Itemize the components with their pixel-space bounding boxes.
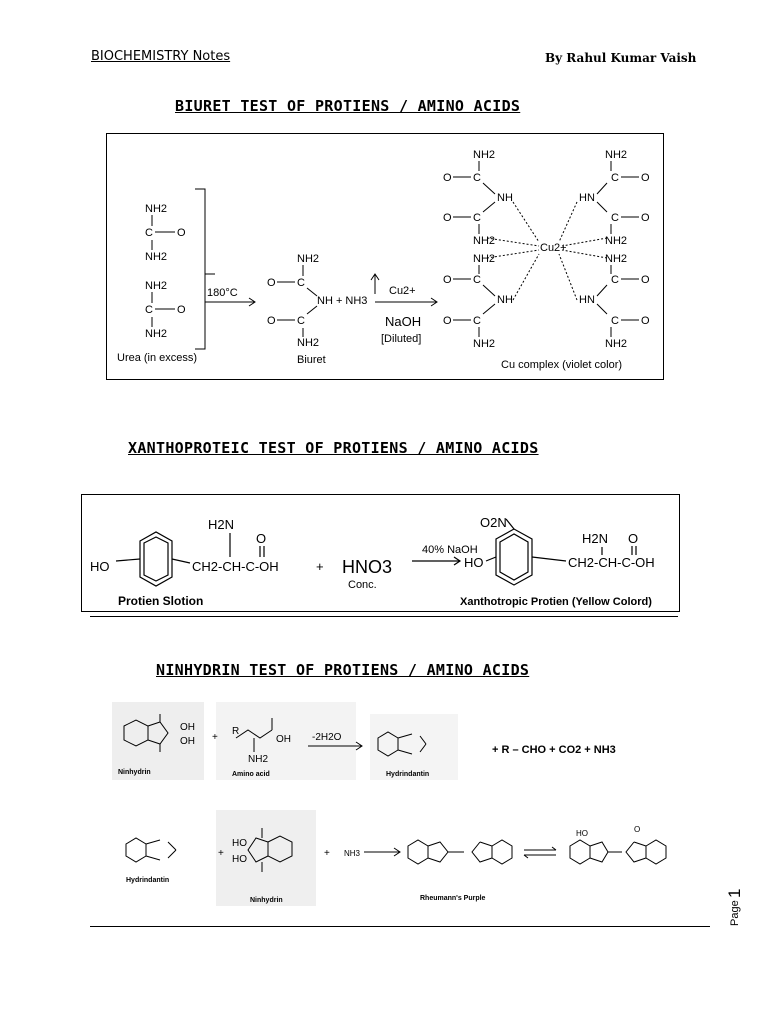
plus-sign: + [316,559,324,574]
h2n-left: H2N [208,517,235,532]
cx-l-nh2-1: NH2 [473,149,496,161]
cx-l-c-4: C [473,315,481,327]
nin-oh-2: OH [180,736,195,747]
biuret-o-top: O [267,277,276,289]
minus-h2o: -2H2O [312,732,342,743]
r-label: R [232,726,240,737]
biuret-c-bot: C [297,315,305,327]
biuret-nh2-bot: NH2 [297,337,320,349]
biuret-label: Biuret [297,354,326,366]
cx-l-nh2-4: NH2 [473,338,496,350]
ho-right: HO [464,555,484,570]
cx-l-o-3: O [443,274,452,286]
biuret-title: BIURET TEST OF PROTIENS / AMINO ACIDS [175,97,521,115]
cx-r-c-1: C [611,172,619,184]
page-digit: 1 [725,888,744,898]
cx-l-o-4: O [443,315,452,327]
nin-oh-1: OH [180,722,195,733]
nin2-ho-2: HO [232,854,247,865]
biuret-nh-plus: NH + NH3 [317,295,368,307]
product-label: Xanthotropic Protien (Yellow Colord) [460,596,652,608]
cx-l-o-2: O [443,212,452,224]
biuret-nh2-top: NH2 [297,253,320,265]
urea1-nh2-bot: NH2 [145,251,168,263]
amino-acid-label: Amino acid [232,771,270,778]
ninhydrin2-img-bg [216,810,316,906]
cx-r-hn-2: HN [579,294,595,306]
complex-label: Cu complex (violet color) [501,359,623,371]
o-minus: O [634,825,641,834]
ho-final: HO [576,829,588,838]
h2n-right: H2N [582,531,609,546]
cx-r-o-3: O [641,274,650,286]
nin2-ho-1: HO [232,838,247,849]
cx-l-c-3: C [473,274,481,286]
cx-r-c-2: C [611,212,619,224]
cx-l-c-2: C [473,212,481,224]
naoh-label-x: 40% NaOH [422,544,478,556]
xantho-diagram-box [81,494,680,612]
cx-r-nh2-3: NH2 [605,253,628,265]
naoh-label: NaOH [385,314,422,329]
ninhydrin-label-2: Ninhydrin [250,897,283,904]
diluted-label: [Diluted] [381,333,422,345]
aa-oh: OH [276,734,291,745]
xantho-title: XANTHOPROTEIC TEST OF PROTIENS / AMINO ACIDS [128,439,539,457]
section-divider-2 [90,926,710,927]
cx-r-o-4: O [641,315,650,327]
ninhydrin-title: NINHYDRIN TEST OF PROTIENS / AMINO ACIDS [156,661,530,679]
page-number [716,880,746,930]
temp-label: 180°C [207,287,238,299]
urea2-nh2-bot: NH2 [145,328,168,340]
xantho-reaction-diagram [82,495,679,611]
cx-l-nh-1: NH [497,192,513,204]
cx-l-o-1: O [443,172,452,184]
biuret-o-bot: O [267,315,276,327]
cx-cu-center: Cu2+ [540,242,567,254]
chain-right: CH2-CH-C-OH [568,555,655,570]
plus-3: + [218,848,224,859]
cu-label: Cu2+ [389,285,416,297]
biuret-c-top: C [297,277,305,289]
cx-r-nh2-2: NH2 [605,235,628,247]
side-products: + R – CHO + CO2 + NH3 [492,744,616,756]
cx-l-nh-2: NH [497,294,513,306]
ninhydrin-label-1: Ninhydrin [118,769,151,776]
author: By Rahul Kumar Vaish [545,51,697,65]
urea-label: Urea (in excess) [117,352,198,364]
o-right: O [628,531,639,546]
cx-r-c-3: C [611,274,619,286]
chain-left: CH2-CH-C-OH [192,559,279,574]
urea1-nh2-top: NH2 [145,203,168,215]
urea2-o: O [177,304,186,316]
hno3: HNO3 [342,557,393,577]
urea1-c: C [145,227,153,239]
cx-r-o-2: O [641,212,650,224]
cx-r-nh2-1: NH2 [605,149,628,161]
cx-r-nh2-4: NH2 [605,338,628,350]
solution-label: Protien Slotion [118,594,204,608]
urea1-o: O [177,227,186,239]
urea2-nh2-top: NH2 [145,280,168,292]
section-divider-1 [90,616,678,617]
conc-label: Conc. [348,579,377,591]
hydrindantin-label-2: Hydrindantin [126,877,170,884]
hydrindantin-label-1: Hydrindantin [386,771,430,778]
notes-title: BIOCHEMISTRY Notes [91,49,231,64]
page-word: Page [729,900,741,926]
plus-1: + [212,732,218,743]
plus-2: + [324,848,330,859]
ninhydrin-reaction-diagram [108,700,668,912]
cx-r-c-4: C [611,315,619,327]
urea2-c: C [145,304,153,316]
aa-nh2: NH2 [248,754,269,765]
cx-l-c-1: C [473,172,481,184]
biuret-diagram-box [106,133,664,380]
cx-r-o-1: O [641,172,650,184]
cx-l-nh2-3: NH2 [473,253,496,265]
ho-left: HO [90,559,110,574]
cx-l-nh2-2: NH2 [473,235,496,247]
cx-r-hn-1: HN [579,192,595,204]
nh3-row2: NH3 [344,849,361,858]
biuret-reaction-diagram [107,134,663,379]
o2n: O2N [480,515,507,530]
purple-label: Rheumann's Purple [420,895,486,902]
o-left: O [256,531,267,546]
